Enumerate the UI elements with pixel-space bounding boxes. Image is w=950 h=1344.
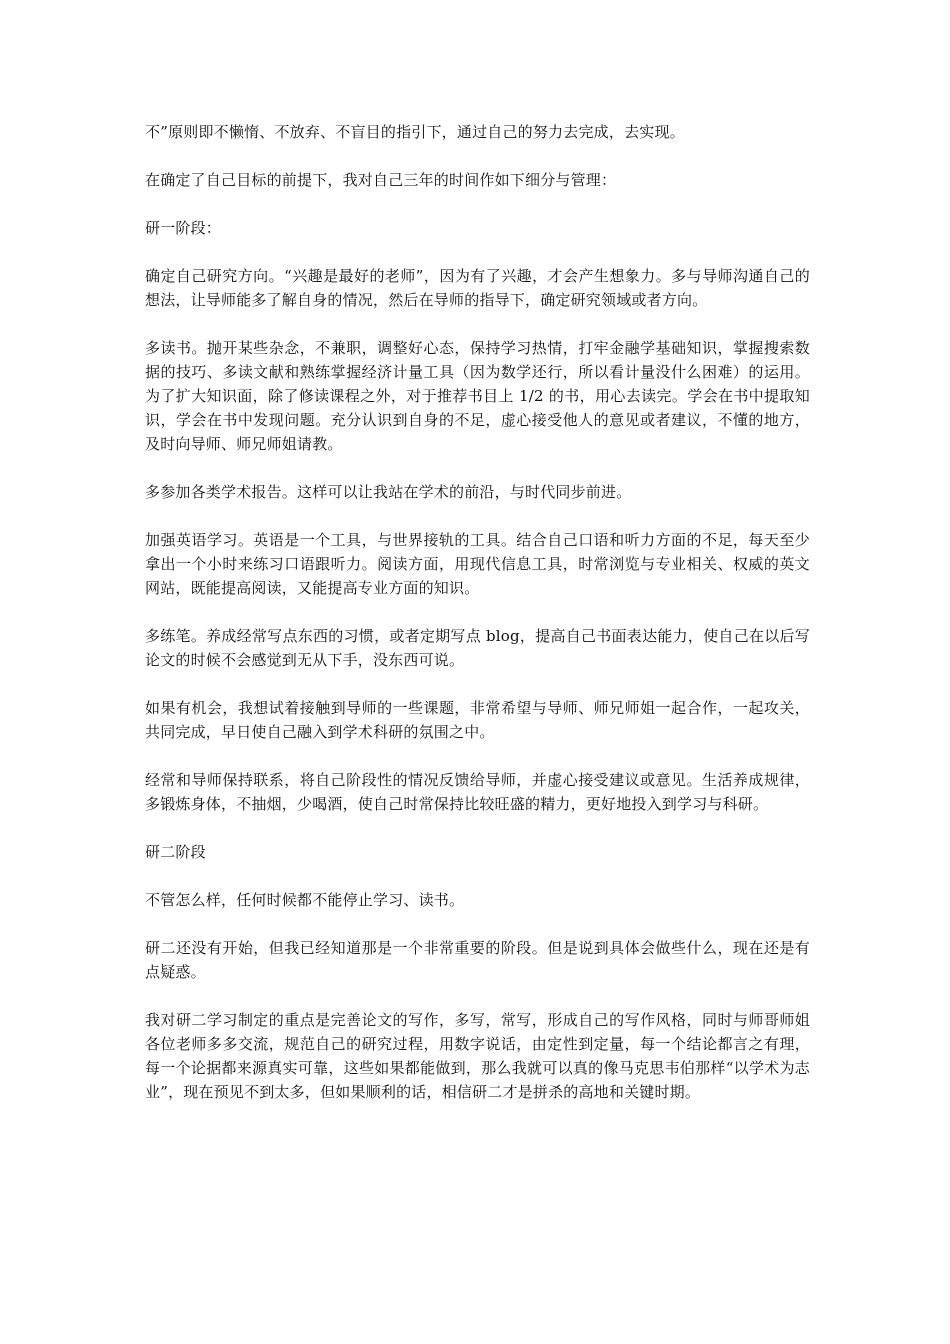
paragraph-principle: 不”原则即不懒惰、不放弃、不盲目的指引下，通过自己的努力去完成，去实现。 [145,123,685,141]
paragraph-stage-two-outlook: 研二还没有开始，但我已经知道那是一个非常重要的阶段。但是说到具体会做些什么，现在还是有点疑惑。 [145,939,810,981]
document-page [145,120,810,1128]
paragraph-contact-advisor: 经常和导师保持联系，将自己阶段性的情况反馈给导师，并虚心接受建议或意见。生活养成规律，多锻炼身体，不抽烟，少喝酒，使自己时常保持比较旺盛的精力，更好地投入到学习与科研。 [145,771,810,813]
heading-stage-one: 研一阶段： [145,219,222,237]
paragraph-english-study: 加强英语学习。英语是一个工具，与世界接轨的工具。结合自己口语和听力方面的不足，每天至少拿出一个小时来练习口语跟听力。阅读方面，用现代信息工具，时常浏览与专业相关、权威的英文网站，既能提高阅读，又能提高专业方面的知识。 [145,531,810,597]
paragraph-keep-learning: 不管怎么样，任何时候都不能停止学习、读书。 [145,891,465,909]
paragraph-read-more: 多读书。抛开某些杂念，不兼职，调整好心态，保持学习热情，打牢金融学基础知识，掌握搜索数据的技巧、多读文献和熟练掌握经济计量工具（因为数学还行，所以看计量没什么困难）的运用。为了扩大知识面，除了修读课程之外，对于推荐书目上 1/2 的书，用心去读完。学会在书中提取知识，学会在书中发现问题。充分认识到自身的不足，虚心接受他人的意见或者建议，不懂的地方，及时向导师、师兄师姐请教。 [145,339,810,453]
paragraph-academic-reports: 多参加各类学术报告。这样可以让我站在学术的前沿，与时代同步前进。 [145,483,632,501]
paragraph-research-projects: 如果有机会，我想试着接触到导师的一些课题，非常希望与导师、师兄师姐一起合作，一起攻关，共同完成，早日使自己融入到学术科研的氛围之中。 [145,699,810,741]
paragraph-research-direction: 确定自己研究方向。“兴趣是最好的老师”，因为有了兴趣，才会产生想象力。多与导师沟通自己的想法，让导师能多了解自身的情况，然后在导师的指导下，确定研究领域或者方向。 [145,267,810,309]
paragraph-writing-practice: 多练笔。养成经常写点东西的习惯，或者定期写点 blog，提高自己书面表达能力，使自己在以后写论文的时候不会感觉到无从下手，没东西可说。 [145,627,810,669]
paragraph-stage-two-focus: 我对研二学习制定的重点是完善论文的写作，多写，常写，形成自己的写作风格，同时与师哥师姐各位老师多多交流，规范自己的研究过程，用数字说话，由定性到定量，每一个结论都言之有理，每一个论据都来源真实可靠，这些如果都能做到，那么我就可以真的像马克思韦伯那样“以学术为志业”，现在预见不到太多，但如果顺利的话，相信研二才是拼杀的高地和关键时期。 [145,1011,810,1101]
paragraph-time-plan: 在确定了自己目标的前提下，我对自己三年的时间作如下细分与管理： [145,171,617,189]
heading-stage-two: 研二阶段 [145,843,206,861]
